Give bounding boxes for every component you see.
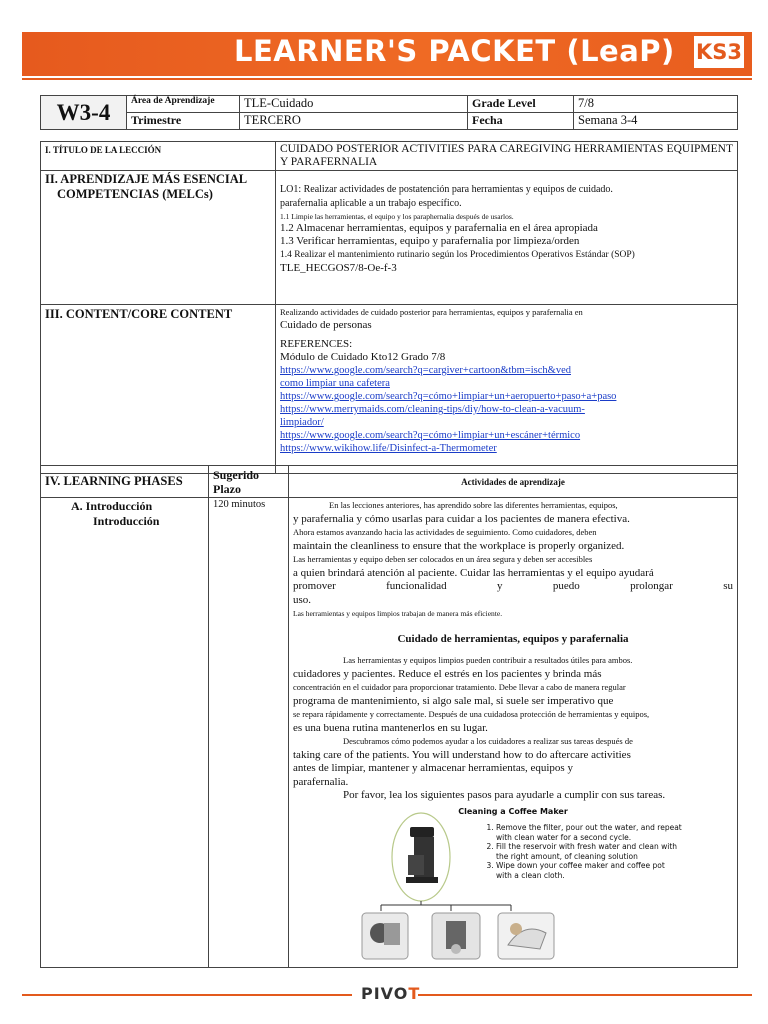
- reference-link[interactable]: limpiador/: [280, 417, 324, 428]
- pivot-logo-text: PIVO: [361, 984, 409, 1003]
- melc-1-3: 1.3 Verificar herramientas, equipo y parafernalia por limpieza/orden: [280, 235, 580, 247]
- care-line: programa de mantenimiento, si algo sale mal, si suele ser imperativo que: [293, 694, 614, 707]
- care-line: antes de limpiar, mantener y almacenar herramientas, equipos y: [293, 762, 573, 774]
- reference-link[interactable]: https://www.google.com/search?q=cargiver+cartoon&tbm=isch&ved: [280, 365, 571, 376]
- grade-label: Grade Level: [468, 96, 574, 113]
- melc-content: [276, 171, 738, 305]
- step-photo-1: [362, 913, 408, 959]
- care-line: Descubramos cómo podemos ayudar a los cuidadores a realizar sus tareas después de: [343, 736, 633, 746]
- step-photo-3: [498, 913, 554, 959]
- area-label: Área de Aprendizaje: [127, 96, 240, 113]
- care-line: cuidadores y pacientes. Reduce el estrés en los pacientes y brinda más: [293, 667, 602, 680]
- care-subheading: Cuidado de herramientas, equipos y parafernalia: [397, 632, 629, 645]
- header-banner: [22, 32, 752, 76]
- activities-label: Actividades de aprendizaje: [289, 466, 738, 498]
- melc-1-2: 1.2 Almacenar herramientas, equipos y parafernalia en el área apropiada: [280, 222, 598, 234]
- care-line: taking care of the patients. You will understand how to do aftercare activities: [293, 748, 631, 761]
- references-module: Módulo de Cuidado Kto12 Grado 7/8: [280, 351, 446, 363]
- footer-divider-left: [22, 994, 352, 996]
- intro-line: En las lecciones anteriores, has aprendido sobre las diferentes herramientas, equipos,: [329, 500, 618, 510]
- melc-lo1: LO1: Realizar actividades de postatención para herramientas y equipos de cuidado.: [280, 184, 613, 195]
- info-table: [40, 95, 738, 130]
- coffee-step: 3. Wipe down your coffee maker and coffee pot with a clean cloth.: [496, 861, 682, 880]
- footer-divider-right: [418, 994, 752, 996]
- references-label: REFERENCES:: [280, 338, 353, 350]
- melc-code: TLE_HECGOS7/8-Oe-f-3: [280, 262, 397, 274]
- intro-line: Las herramientas y equipo deben ser colocados en un área segura y deben ser accesibles: [293, 554, 593, 564]
- intro-line: Las herramientas y equipos limpios trabajan de manera más eficiente.: [293, 609, 503, 618]
- melc-lo1-cont: parafernalia aplicable a un trabajo específico.: [280, 198, 462, 209]
- coffee-step: 2. Fill the reservoir with fresh water and clean with the right amount, of cleaning solution: [496, 842, 682, 861]
- phases-label: IV. LEARNING PHASES: [41, 466, 209, 498]
- week-code: W3-4: [41, 96, 127, 130]
- coffee-maker-steps: [482, 823, 682, 880]
- melc-label: [41, 171, 276, 305]
- care-line: concentración en el cuidador para proporcionar tratamiento. Debe llevar a cabo de manera regular: [293, 682, 626, 692]
- date-label: Fecha: [468, 113, 574, 130]
- melc-label-line2: COMPETENCIAS (MELCs): [57, 187, 213, 201]
- content-line2: Cuidado de personas: [280, 319, 372, 331]
- coffee-maker-title: Cleaning a Coffee Maker: [458, 806, 568, 816]
- grade-value: 7/8: [574, 96, 738, 113]
- lesson-table: [40, 141, 738, 474]
- packet-title: LEARNER'S PACKET (LeaP): [234, 34, 675, 68]
- intro-line: a quien brindará atención al paciente. Cuidar las herramientas y el equipo ayudará: [293, 566, 654, 579]
- reference-link[interactable]: https://www.wikihow.life/Disinfect-a-Thermometer: [280, 443, 497, 454]
- header-divider: [22, 78, 752, 80]
- intro-line: maintain the cleanliness to ensure that the workplace is properly organized.: [293, 539, 625, 552]
- phase-a: [41, 498, 209, 968]
- pivot-logo-accent: T: [408, 984, 421, 1003]
- content-label: III. CONTENT/CORE CONTENT: [41, 305, 276, 474]
- quarter-label: Trimestre: [127, 113, 240, 130]
- quarter-value: TERCERO: [240, 113, 468, 130]
- coffee-maker-icon: [406, 827, 438, 883]
- reference-link[interactable]: https://www.google.com/search?q=cómo+limpiar+un+aeropuerto+paso+a+paso: [280, 391, 617, 402]
- area-value: TLE-Cuidado: [240, 96, 468, 113]
- care-line: Las herramientas y equipos limpios pueden contribuir a resultados útiles para ambos.: [343, 655, 633, 665]
- time-label: Sugerido Plazo: [209, 466, 289, 498]
- content-cell: [276, 305, 738, 474]
- melc-label-line1: II. APRENDIZAJE MÁS ESENCIAL: [45, 172, 248, 186]
- time-value: 120 minutos: [209, 498, 289, 968]
- content-line1: Realizando actividades de cuidado posterior para herramientas, equipos y parafernalia en: [280, 307, 583, 317]
- care-line: parafernalia.: [293, 775, 349, 788]
- melc-1-4: 1.4 Realizar el mantenimiento rutinario según los Procedimientos Operativos Estándar (SOP): [280, 250, 635, 260]
- care-line: es una buena rutina mantenerlos en su lugar.: [293, 721, 488, 734]
- date-value: Semana 3-4: [574, 113, 738, 130]
- pivot-logo: [361, 984, 420, 1003]
- intro-line: y parafernalia y cómo usarlas para cuidar a los pacientes de manera efectiva.: [293, 512, 630, 525]
- melc-1-1: 1.1 Limpie las herramientas, el equipo y los paraphernalia después de usarlos.: [280, 212, 514, 221]
- lesson-title-value: CUIDADO POSTERIOR ACTIVITIES PARA CAREGIVING HERRAMIENTAS EQUIPMENT Y PARAFERNALIA: [276, 142, 738, 171]
- coffee-step: 1. Remove the filter, pour out the water, and repeat with clean water for a second cycle.: [496, 823, 682, 842]
- key-stage-badge: KS3: [694, 36, 744, 68]
- care-line: se repara rápidamente y correctamente. Después de una cuidadosa protección de herramientas y equipos,: [293, 709, 650, 719]
- intro-line: Ahora estamos avanzando hacia las actividades de seguimiento. Como cuidadores, deben: [293, 527, 597, 537]
- lesson-title-label: I. TÍTULO DE LA LECCIÓN: [41, 142, 276, 171]
- reference-link[interactable]: como limpiar una cafetera: [280, 378, 390, 389]
- step-photo-2: [432, 913, 480, 959]
- reference-link[interactable]: https://www.google.com/search?q=cómo+limpiar+un+escáner+térmico: [280, 430, 581, 441]
- intro-line: promover funcionalidad y puedo prolongar su uso.: [293, 580, 733, 606]
- phase-a-subtitle: Introducción: [93, 514, 160, 528]
- reference-link[interactable]: https://www.merrymaids.com/cleaning-tips/diy/how-to-clean-a-vacuum-: [280, 404, 585, 415]
- phase-a-title: A. Introducción: [71, 499, 153, 513]
- care-line: Por favor, lea los siguientes pasos para ayudarle a cumplir con sus tareas.: [343, 789, 666, 801]
